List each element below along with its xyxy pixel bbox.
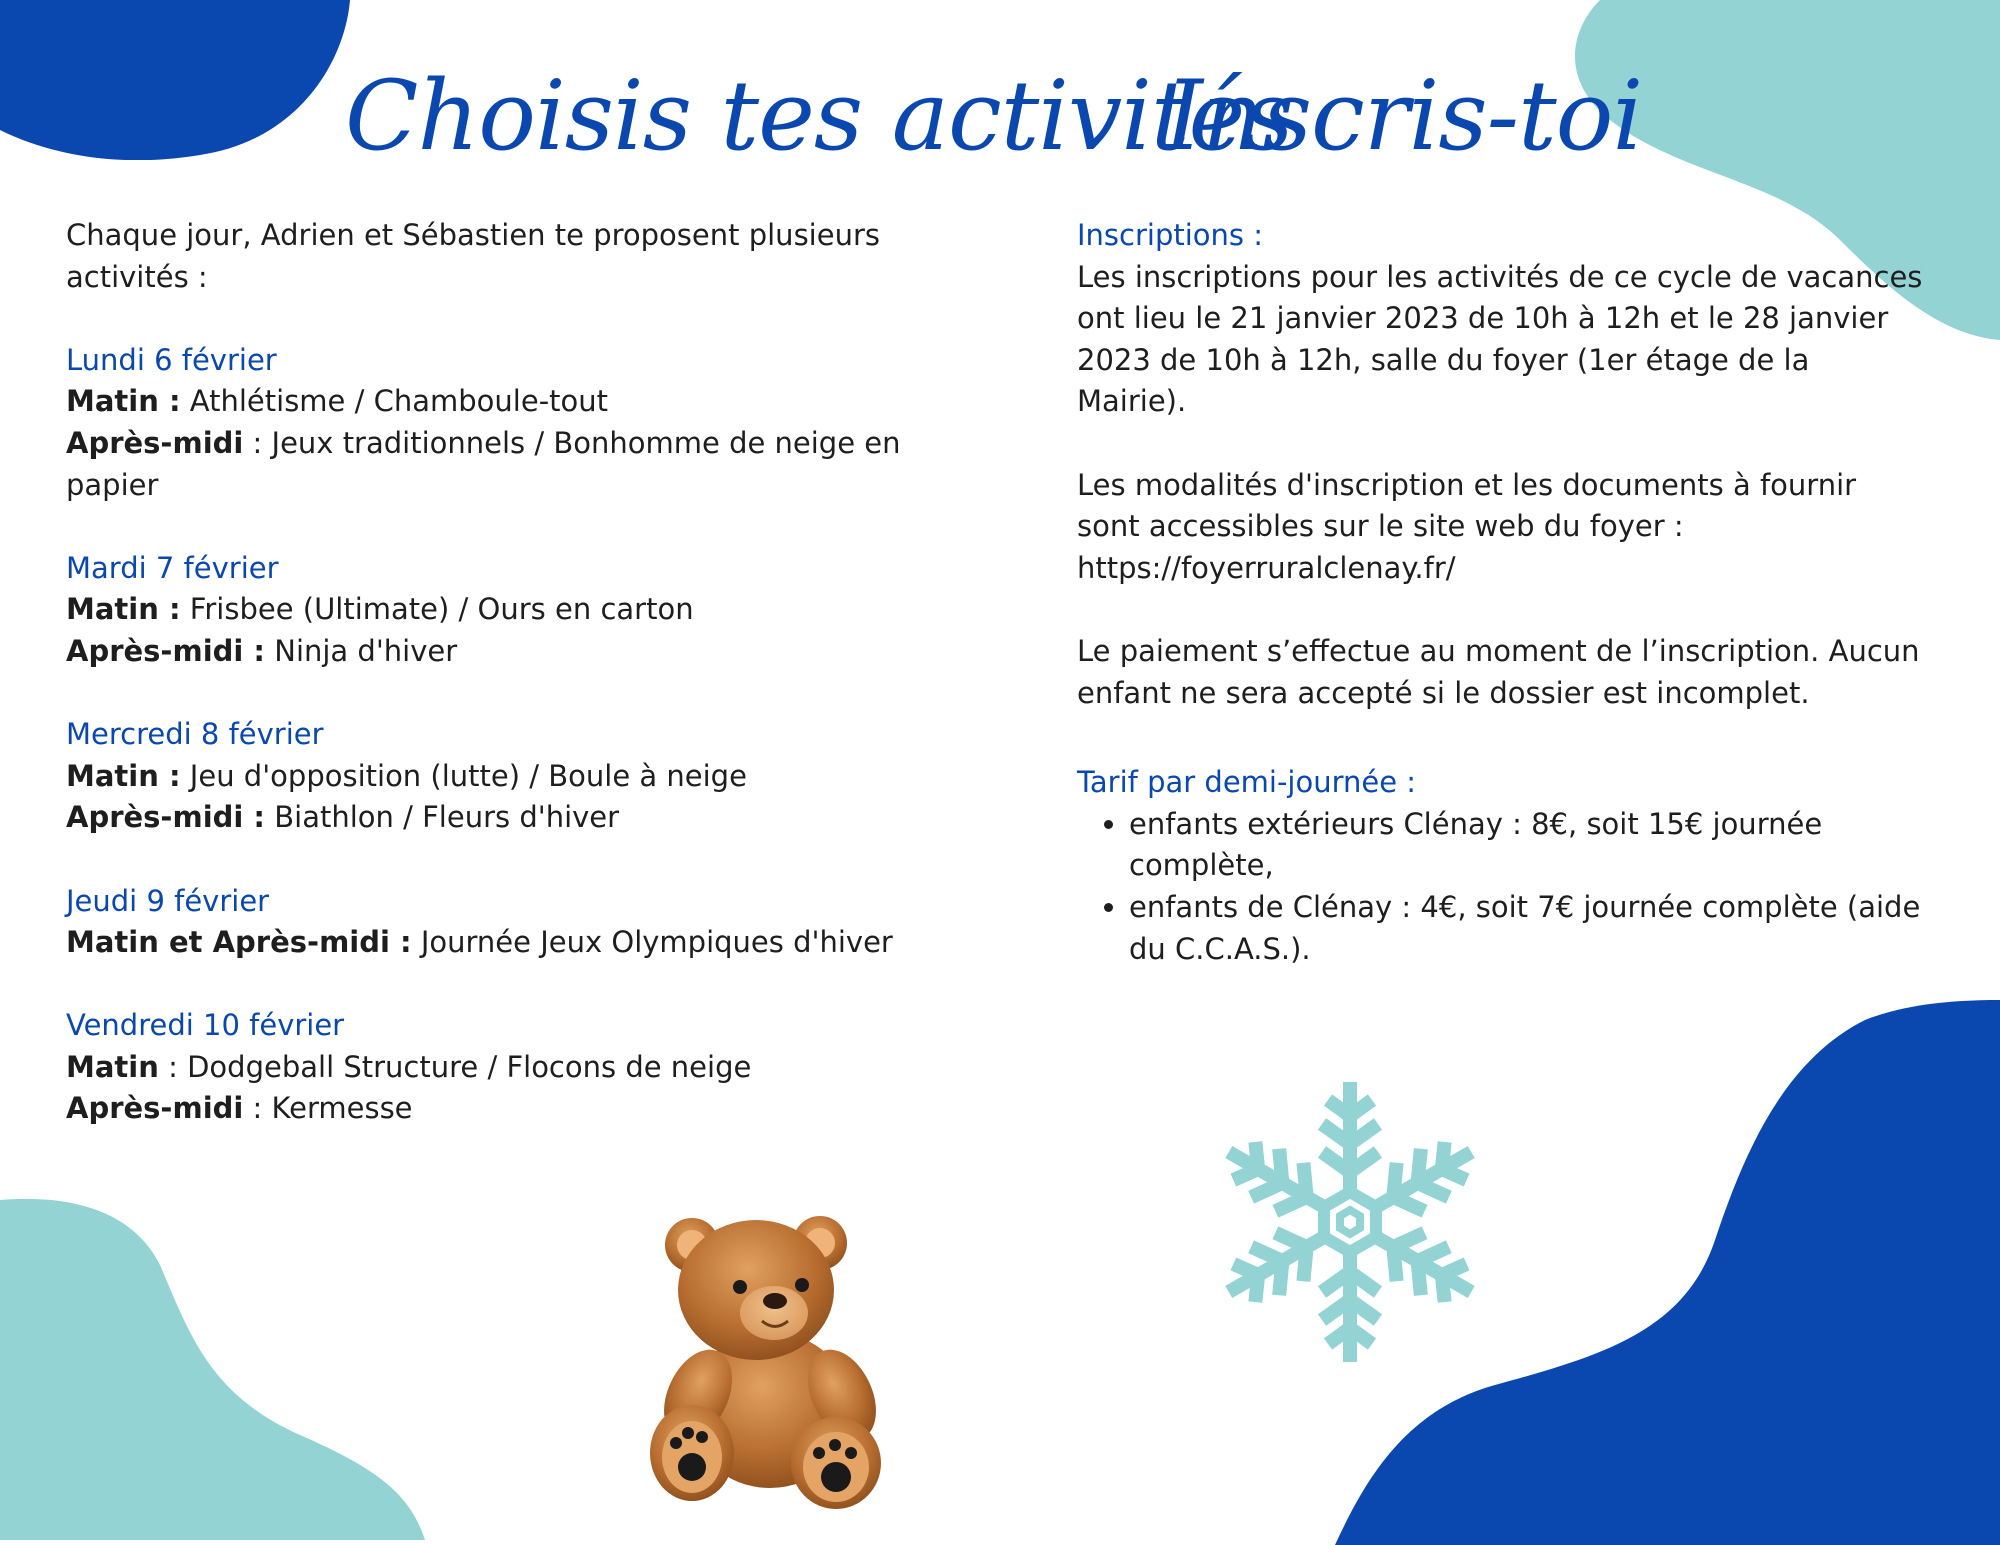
day-block	[66, 548, 936, 673]
tarif-item: • enfants extérieurs Clénay : 8€, soit 15€ journée complète,	[1129, 804, 1927, 887]
right-title: Inscris-toi	[1165, 60, 1643, 172]
modalites-text: Les modalités d'inscription et les documents à fournir sont accessibles sur le site web du foyer : https://foyerruralclenay.fr/	[1077, 467, 1857, 585]
activities-column	[66, 215, 936, 1130]
paiement-text: Le paiement s’effectue au moment de l’inscription. Aucun enfant ne sera accepté si le dossier est incomplet.	[1077, 633, 1920, 710]
tarif-list	[1077, 804, 1927, 970]
day-date: Vendredi 10 février	[66, 1008, 345, 1043]
activity-line: Matin : Dodgeball Structure / Flocons de neige	[66, 1049, 752, 1084]
activity-line: Après-midi : Biathlon / Fleurs d'hiver	[66, 800, 620, 835]
activity-line: Matin : Athlétisme / Chamboule-tout	[66, 384, 609, 419]
teddy-bear-icon	[630, 1205, 910, 1510]
left-title: Choisis tes activités	[345, 60, 1293, 172]
tarif-item: • enfants de Clénay : 4€, soit 7€ journée complète (aide du C.C.A.S.).	[1129, 887, 1927, 970]
intro-text: Chaque jour, Adrien et Sébastien te proposent plusieurs activités :	[66, 218, 880, 294]
registration-column	[1077, 215, 1927, 970]
activity-line: Après-midi : Jeux traditionnels / Bonhomme de neige en papier	[66, 425, 901, 502]
day-date: Mardi 7 février	[66, 550, 279, 585]
day-block	[66, 340, 936, 506]
inscriptions-text: Les inscriptions pour les activités de ce cycle de vacances ont lieu le 21 janvier 2023 de 10h à 12h et le 28 janvier 2023 de 10h à 12h, salle du foyer (1er étage de la Mairie).	[1077, 259, 1923, 419]
top-left-blob	[0, 0, 360, 160]
activity-line: Après-midi : Ninja d'hiver	[66, 633, 458, 668]
tarif-heading: Tarif par demi-journée :	[1077, 765, 1417, 800]
activity-line: Matin et Après-midi : Journée Jeux Olympiques d'hiver	[66, 925, 893, 960]
activity-line: Matin : Frisbee (Ultimate) / Ours en carton	[66, 592, 694, 627]
bottom-left-blob	[0, 1195, 430, 1545]
day-date: Jeudi 9 février	[66, 883, 270, 918]
day-date: Mercredi 8 février	[66, 717, 324, 752]
day-block	[66, 881, 936, 964]
snowflake-icon	[1215, 1080, 1485, 1365]
day-date: Lundi 6 février	[66, 342, 277, 377]
inscriptions-heading: Inscriptions :	[1077, 218, 1264, 252]
activity-line: Matin : Jeu d'opposition (lutte) / Boule à neige	[66, 758, 747, 793]
day-block	[66, 1005, 936, 1130]
activity-line: Après-midi : Kermesse	[66, 1091, 413, 1126]
day-block	[66, 714, 936, 839]
